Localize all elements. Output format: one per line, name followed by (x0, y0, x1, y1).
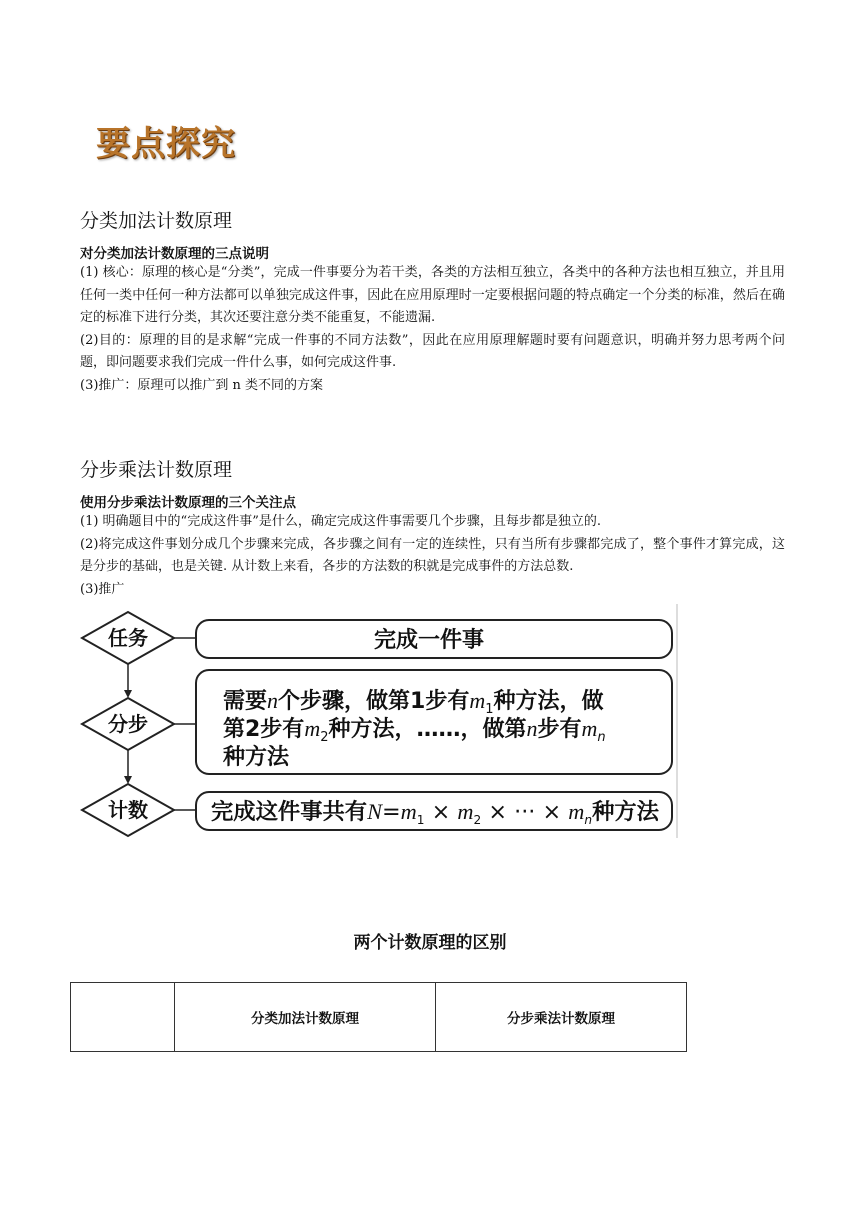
paragraph: (3)推广：原理可以推广到 n 类不同的方案 (80, 377, 324, 393)
paragraph: (2)将完成这件事划分成几个步骤来完成，各步骤之间有一定的连续性，只有当所有步骤都完成了，整个事件才算完成，这是分步的基础，也是关键. 从计数上来看，各步的方法数的积就是完成事件的方法总数. (80, 536, 785, 574)
section-heading-multiplication: 分步乘法计数原理 (80, 459, 233, 481)
subheading-addition: 对分类加法计数原理的三点说明 (80, 246, 269, 262)
row2-line3: 种方法 (223, 745, 290, 770)
flowchart-diagram (80, 604, 678, 840)
diamond-label: 任务 (108, 626, 148, 650)
table-row (71, 983, 687, 1052)
paragraph: (3)推广 (80, 581, 125, 597)
paragraphs-multiplication (80, 511, 785, 601)
paragraph: (1) 明确题目中的“完成这件事”是什么，确定完成这件事需要几个步骤，且每步都是独立的. (80, 514, 601, 529)
row1-text: 完成一件事 (373, 628, 485, 653)
subheading-multiplication: 使用分步乘法计数原理的三个关注点 (80, 495, 296, 511)
row2-line2: 第2步有$m_2$种方法，……，做第n步有$m_n$ (223, 716, 606, 745)
row2-line1: 需要n个步骤，做第1步有$m_1$种方法，做 (223, 688, 604, 717)
paragraph: (1) 核心：原理的核心是“分类”，完成一件事要分为若干类，各类的方法相互独立，各类中的各种方法也相互独立，并且用任何一类中任何一种方法都可以单独完成这件事，因此在应用原理时一定要根据问题的特点确定一个分类的标准，然后在确定的标准下进行分类，其次还要注意分类不能重复，不能遗漏. (80, 265, 785, 325)
section-heading-addition: 分类加法计数原理 (80, 210, 233, 232)
comparison-table (70, 982, 687, 1052)
table-header-cell: 分类加法计数原理 (175, 983, 436, 1052)
table-header-cell: 分步乘法计数原理 (436, 983, 687, 1052)
row3-text: 完成这件事共有$N=m_1 \times m_2$ × ··· × $m_n$种方法 (211, 799, 659, 827)
diamond-label: 分步 (108, 712, 148, 736)
table-header-cell (71, 983, 175, 1052)
paragraphs-addition (80, 262, 785, 397)
comparison-title: 两个计数原理的区别 (353, 933, 507, 953)
section-banner: 要点探究 (96, 124, 236, 164)
paragraph: (2)目的：原理的目的是求解“完成一件事的不同方法数”，因此在应用原理解题时要有问题意识，明确并努力思考两个问题，即问题要求我们完成一件什么事，如何完成这件事. (80, 332, 785, 370)
arrow-head (124, 690, 132, 698)
arrow-head (124, 776, 132, 784)
diamond-label: 计数 (108, 798, 148, 822)
